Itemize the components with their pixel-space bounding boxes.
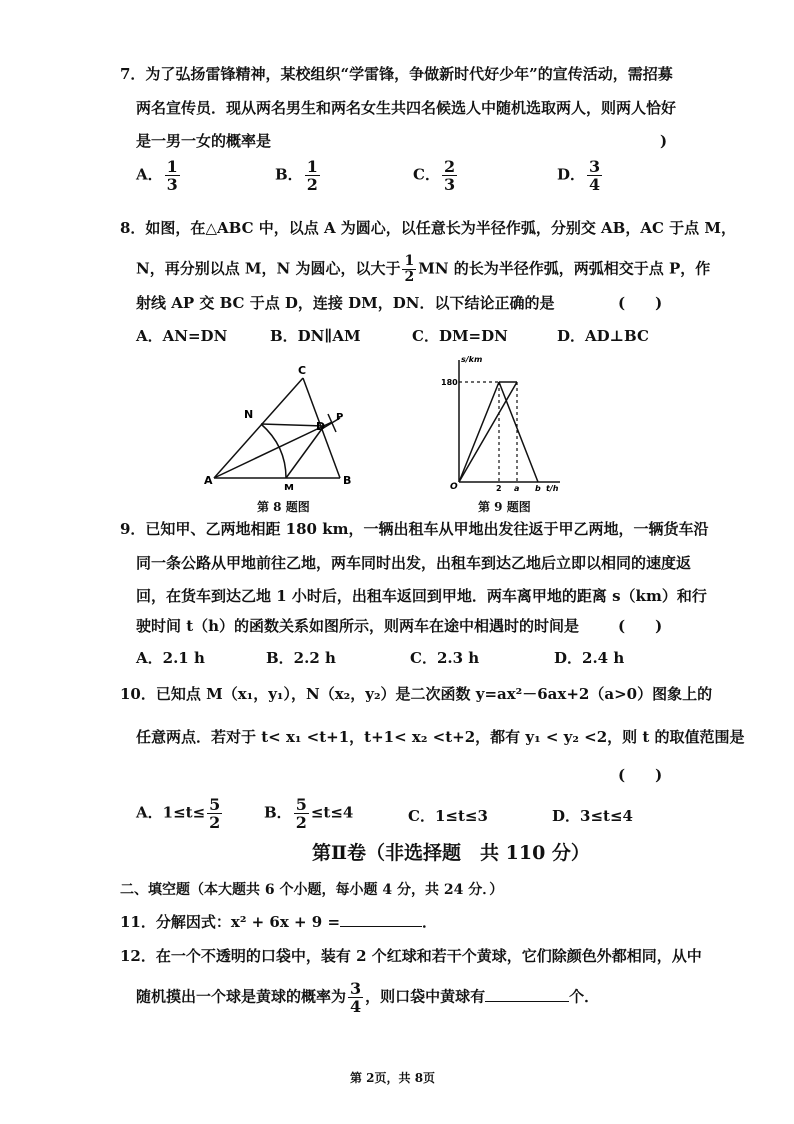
q8-option-d: D．AD⊥BC <box>557 327 649 345</box>
taxi-return <box>499 382 538 482</box>
segment-dn <box>261 424 324 426</box>
label-s-axis: s/km <box>461 355 483 364</box>
q7-paren: ) <box>660 132 668 150</box>
label-ta: a <box>514 484 520 492</box>
label-p: P <box>336 412 344 423</box>
q9-line2: 同一条公路从甲地前往乙地，两车同时出发，出租车到达乙地后立即以相同的速度返 <box>136 554 692 572</box>
q8-line2: N，再分别以点 M，N 为圆心，以大于 $\frac{1}{2}$ MN 的长为半径作弧，两弧相交于点 P，作 <box>136 253 711 285</box>
q8-paren: ( ) <box>618 294 663 312</box>
q9-option-b: B．2.2 h <box>266 649 336 667</box>
q10-option-a: A．1≤t≤ $\frac{5}{2}$ <box>136 795 221 832</box>
q8-option-b: B．DN∥AM <box>270 327 361 345</box>
label-m: M <box>284 483 294 490</box>
q12-answer-blank <box>485 987 569 1002</box>
section-2-title: 第Ⅱ卷（非选择题 共 110 分） <box>312 842 590 864</box>
q9-line3: 回，在货车到达乙地 1 小时后，出租车返回到甲地．两车离甲地的距离 s（km）和行 <box>136 587 707 605</box>
label-180: 180 <box>441 378 458 387</box>
q9-line1: 9．已知甲、乙两地相距 180 km，一辆出租车从甲地出发往返于甲乙两地，一辆货车沿 <box>120 520 709 538</box>
q10-line2: 任意两点．若对于 t< x₁ <t+1，t+1< x₂ <t+2，都有 y₁ < y₂ <2，则 t 的取值范围是 <box>136 728 745 746</box>
q9-paren: ( ) <box>618 617 663 635</box>
figure-9-graph <box>432 352 572 492</box>
q9-line4: 驶时间 t（h）的函数关系如图所示，则两车在途中相遇时的时间是 <box>136 617 580 635</box>
q8-line1: 8．如图，在△ABC 中，以点 A 为圆心，以任意长为半径作弧，分别交 AB，AC 于点 M， <box>120 219 736 237</box>
taxi-out <box>459 382 499 482</box>
q10-option-d: D．3≤t≤4 <box>552 807 633 825</box>
q10-line1: 10．已知点 M（x₁，y₁），N（x₂，y₂）是二次函数 y=ax²－6ax+2（a>0）图象上的 <box>120 685 713 703</box>
q12-line1: 12．在一个不透明的口袋中，装有 2 个红球和若干个黄球，它们除颜色外都相同，从中 <box>120 947 702 965</box>
label-a: A <box>204 474 213 487</box>
q7-line1: 7．为了弘扬雷锋精神，某校组织“学雷锋，争做新时代好少年”的宣传活动，需招募 <box>120 65 673 83</box>
q7-option-d: D． $\frac{3}{4}$ <box>557 157 601 194</box>
q9-option-c: C．2.3 h <box>410 649 480 667</box>
q8-option-a: A．AN=DN <box>136 327 228 345</box>
truck-line <box>459 382 517 482</box>
q7-option-b: B． $\frac{1}{2}$ <box>275 157 318 194</box>
q9-option-d: D．2.4 h <box>554 649 625 667</box>
q10-paren: ( ) <box>618 766 663 784</box>
q7-line3: 是一男一女的概率是 <box>136 132 272 150</box>
q10-option-c: C．1≤t≤3 <box>408 807 488 825</box>
label-tb: b <box>535 484 541 492</box>
segment-dm <box>286 426 324 478</box>
arc-mn <box>261 424 286 478</box>
q7-line2: 两名宣传员．现从两名男生和两名女生共四名候选人中随机选取两人，则两人恰好 <box>136 99 677 117</box>
segment-ac <box>214 378 303 478</box>
label-d: D <box>316 420 326 433</box>
q8-option-c: C．DM=DN <box>412 327 508 345</box>
page-footer: 第 2页，共 8页 <box>350 1071 436 1085</box>
q9-option-a: A．2.1 h <box>136 649 205 667</box>
label-b: B <box>343 474 352 487</box>
label-t-axis: t/h <box>546 484 559 492</box>
q11-line: 11．分解因式：x² + 6x + 9 = ． <box>120 913 438 931</box>
label-n: N <box>244 408 254 421</box>
q8-line3: 射线 AP 交 BC 于点 D，连接 DM，DN．以下结论正确的是 <box>136 294 555 312</box>
figure-8-caption: 第 8 题图 <box>257 500 310 514</box>
q7-option-a: A． $\frac{1}{3}$ <box>136 157 178 194</box>
q7-option-c: C． $\frac{2}{3}$ <box>413 157 456 194</box>
label-t2: 2 <box>496 484 502 492</box>
label-origin: O <box>450 482 458 492</box>
section-2-part-heading: 二、填空题（本大题共 6 个小题，每小题 4 分，共 24 分．） <box>120 882 504 898</box>
q10-option-b: B． $\frac{5}{2}$ ≤t≤4 <box>264 795 354 832</box>
q12-line2: 随机摸出一个球是黄球的概率为 $\frac{3}{4}$ ，则口袋中黄球有 个． <box>136 979 600 1016</box>
label-c: C <box>298 364 307 377</box>
ray-ap <box>214 422 332 478</box>
figure-8-diagram <box>200 360 370 490</box>
q11-answer-blank <box>340 912 422 927</box>
figure-9-caption: 第 9 题图 <box>478 500 531 514</box>
